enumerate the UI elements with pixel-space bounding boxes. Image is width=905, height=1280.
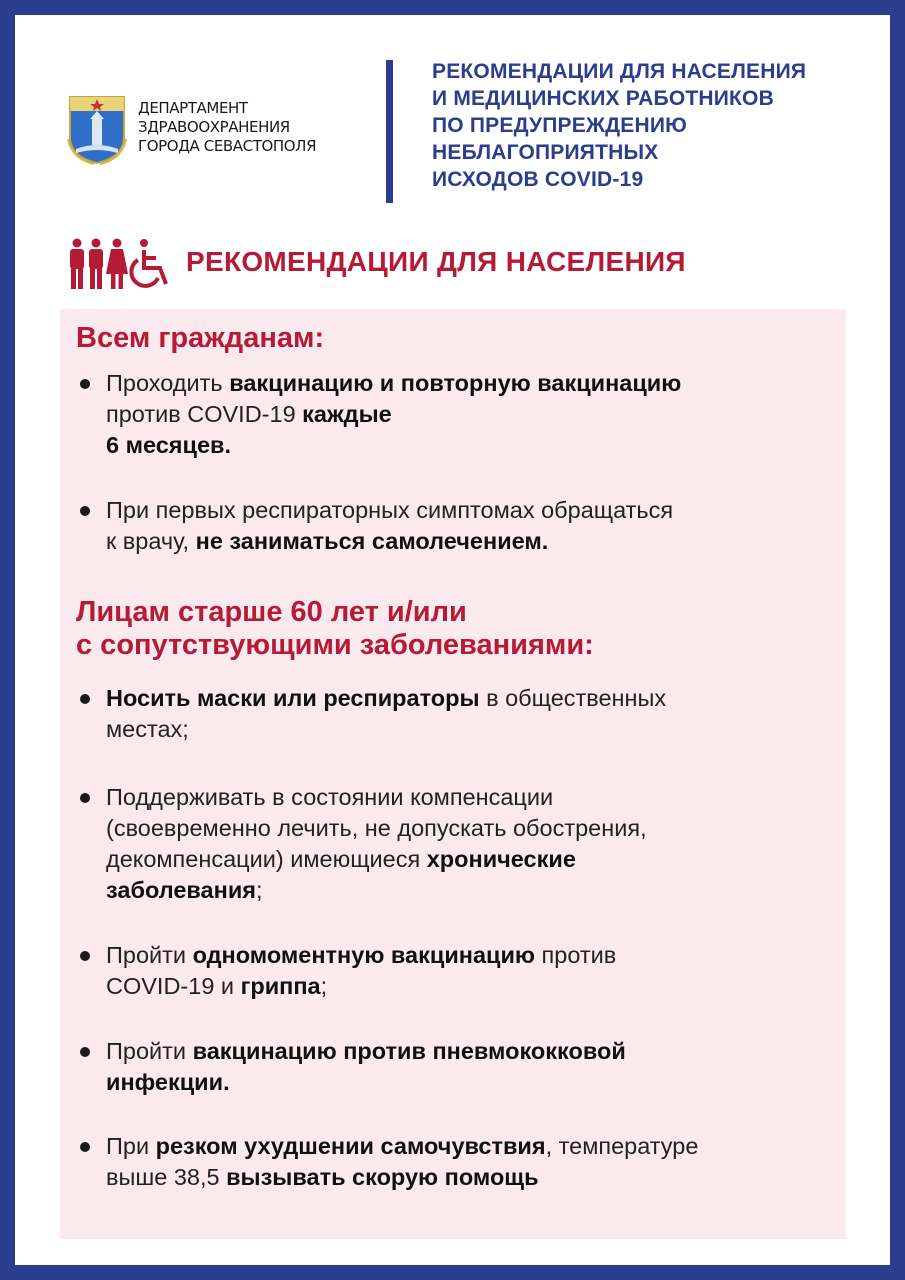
- item-emphasis: не заниматься самолечением.: [195, 528, 549, 554]
- section-title: РЕКОМЕНДАЦИИ ДЛЯ НАСЕЛЕНИЯ: [186, 246, 686, 277]
- page-title-line: НЕБЛАГОПРИЯТНЫХ: [432, 141, 659, 164]
- sevastopol-emblem-icon: [66, 93, 128, 165]
- page-title: [432, 58, 872, 193]
- group-title-seniors: [76, 596, 594, 662]
- bullet-icon: [80, 951, 90, 961]
- department-name: [138, 99, 316, 156]
- bullet-icon: [80, 694, 90, 704]
- bullet-icon: [80, 1047, 90, 1057]
- wheelchair-icon: [131, 239, 166, 286]
- item-text: местах;: [106, 716, 189, 742]
- item-text: выше 38,5: [106, 1164, 227, 1190]
- item-emphasis: вакцинацию и повторную вакцинацию: [229, 370, 682, 396]
- list-item: [76, 495, 836, 557]
- list-item: [76, 782, 836, 906]
- department-name-line: ДЕПАРТАМЕНТ: [138, 99, 248, 117]
- group-title-line: Всем гражданам:: [76, 322, 325, 354]
- item-emphasis: хронические: [426, 846, 576, 872]
- item-text: Проходить: [106, 370, 230, 396]
- man-icon: [70, 239, 84, 290]
- bullet-icon: [80, 506, 90, 516]
- item-text: Пройти: [106, 1038, 193, 1064]
- item-emphasis: каждые: [302, 401, 392, 427]
- bullet-icon: [80, 379, 90, 389]
- group-title-line: с сопутствующими заболеваниями:: [76, 629, 594, 661]
- item-emphasis: инфекции.: [106, 1069, 230, 1095]
- item-text: ;: [255, 877, 263, 903]
- man-icon: [89, 239, 103, 290]
- item-text: к врачу,: [106, 528, 196, 554]
- department-name-line: ГОРОДА СЕВАСТОПОЛЯ: [138, 137, 317, 155]
- bullet-icon: [80, 793, 90, 803]
- item-text: ;: [320, 973, 328, 999]
- group-title-line: Лицам старше 60 лет и/или: [76, 596, 467, 628]
- list-item: [76, 1036, 836, 1098]
- department-logo: [66, 93, 356, 165]
- list-item: [76, 1131, 836, 1193]
- item-text: Поддерживать в состоянии компенсации: [106, 784, 554, 810]
- department-name-line: ЗДРАВООХРАНЕНИЯ: [138, 118, 290, 136]
- page-title-line: РЕКОМЕНДАЦИИ ДЛЯ НАСЕЛЕНИЯ: [432, 60, 807, 83]
- item-emphasis: заболевания: [106, 877, 256, 903]
- bullet-icon: [80, 1142, 90, 1152]
- group-title-all-citizens: [76, 322, 324, 355]
- item-text: декомпенсации) имеющиеся: [106, 846, 427, 872]
- item-text: Пройти: [106, 942, 193, 968]
- list-item: [76, 683, 836, 745]
- item-emphasis: одномоментную вакцинацию: [192, 942, 536, 968]
- item-text: При: [106, 1133, 156, 1159]
- item-text: COVID-19 и: [106, 973, 241, 999]
- item-text: в общественных: [479, 685, 667, 711]
- item-emphasis: гриппа: [240, 973, 321, 999]
- item-text: При первых респираторных симптомах обращаться: [106, 497, 674, 523]
- item-text: против COVID-19: [106, 401, 303, 427]
- item-emphasis: вакцинацию против пневмококковой: [192, 1038, 626, 1064]
- list-item: [76, 368, 836, 461]
- page-title-line: ПО ПРЕДУПРЕЖДЕНИЮ: [432, 114, 688, 137]
- section-heading: [68, 236, 828, 290]
- item-emphasis: вызывать скорую помощь: [226, 1164, 539, 1190]
- item-emphasis: Носить маски или респираторы: [106, 685, 480, 711]
- item-emphasis: 6 месяцев.: [106, 432, 232, 458]
- woman-icon: [106, 239, 128, 290]
- page-title-line: ИСХОДОВ COVID-19: [432, 168, 644, 191]
- header-divider: [386, 60, 393, 203]
- page-title-line: И МЕДИЦИНСКИХ РАБОТНИКОВ: [432, 87, 774, 110]
- population-icons: [68, 238, 176, 290]
- item-text: (своевременно лечить, не допускать обострения,: [106, 815, 647, 841]
- item-emphasis: резком ухудшении самочувствия: [155, 1133, 546, 1159]
- item-text: против: [535, 942, 617, 968]
- list-item: [76, 940, 836, 1002]
- item-text: , температуре: [545, 1133, 699, 1159]
